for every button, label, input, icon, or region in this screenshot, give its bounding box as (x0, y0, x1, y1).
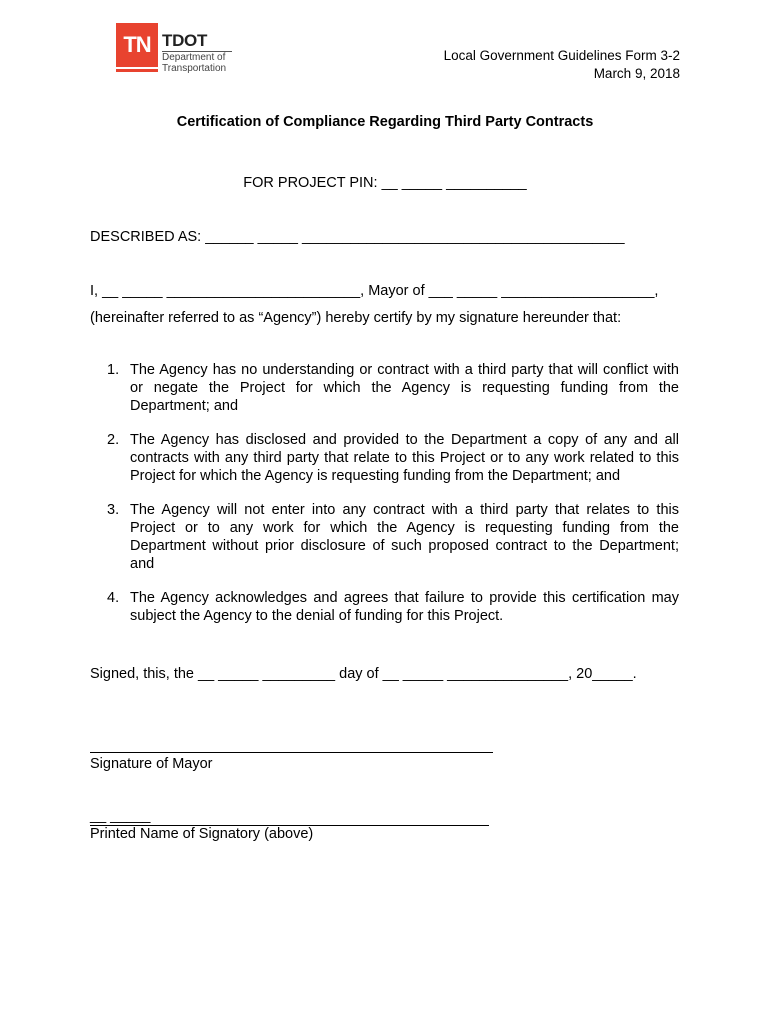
form-date: March 9, 2018 (593, 66, 680, 81)
described-as-field[interactable]: DESCRIBED AS: ______ _____ ________________________________________ (90, 229, 625, 245)
logo-dept-line2: Transportation (162, 63, 227, 74)
signed-date-field[interactable]: Signed, this, the __ _____ _________ day of __ _____ _______________, 20_____. (90, 666, 637, 682)
logo-abbr: TDOT (162, 31, 208, 50)
printed-name-label: Printed Name of Signatory (above) (90, 826, 314, 842)
list-item-text: The Agency acknowledges and agrees that failure to provide this certification may subject the Agency to the denial of funding for this Project. (130, 590, 679, 624)
certification-list (90, 361, 679, 625)
project-pin-field[interactable]: FOR PROJECT PIN: __ _____ __________ (243, 175, 527, 191)
list-item-number: 4. (107, 590, 120, 606)
logo-dept-line1: Department of (162, 52, 226, 63)
list-item (90, 361, 679, 415)
list-item-number: 3. (107, 502, 120, 518)
list-item-text: The Agency has disclosed and provided to the Department a copy of any and all contracts with any third party that relate to this Project or to any work related to this Project for which the Agency is requesting funding from the Department; and (130, 432, 679, 484)
tn-mark (116, 23, 158, 67)
list-item (90, 589, 679, 625)
logo-department (162, 52, 226, 74)
list-item-text: The Agency has no understanding or contract with a third party that will conflict with or negate the Project for which the Agency is requesting funding from the Department; and (130, 362, 679, 414)
logo-underline (116, 69, 158, 72)
form-header (444, 47, 680, 83)
signature-line[interactable] (90, 752, 493, 753)
signature-label: Signature of Mayor (90, 756, 213, 772)
printed-name-prefix: __ _____ (90, 808, 151, 824)
list-item (90, 431, 679, 485)
tn-mark-text: TN (123, 32, 151, 57)
form-name: Local Government Guidelines Form 3-2 (443, 48, 680, 63)
list-item-number: 1. (107, 362, 120, 378)
tdot-logo (116, 23, 246, 75)
list-item-text: The Agency will not enter into any contract with a third party that relates to this Project or to any work for which the Agency is requesting funding from the Department without prior disclosure of such proposed contract to the Department; and (130, 502, 679, 572)
document-title: Certification of Compliance Regarding Third Party Contracts (176, 114, 594, 130)
hereinafter-statement: (hereinafter referred to as “Agency”) hereby certify by my signature hereunder that: (90, 310, 622, 326)
list-item (90, 501, 679, 573)
mayor-field[interactable]: I, __ _____ ________________________, Mayor of ___ _____ ___________________, (90, 283, 659, 299)
list-item-number: 2. (107, 432, 120, 448)
